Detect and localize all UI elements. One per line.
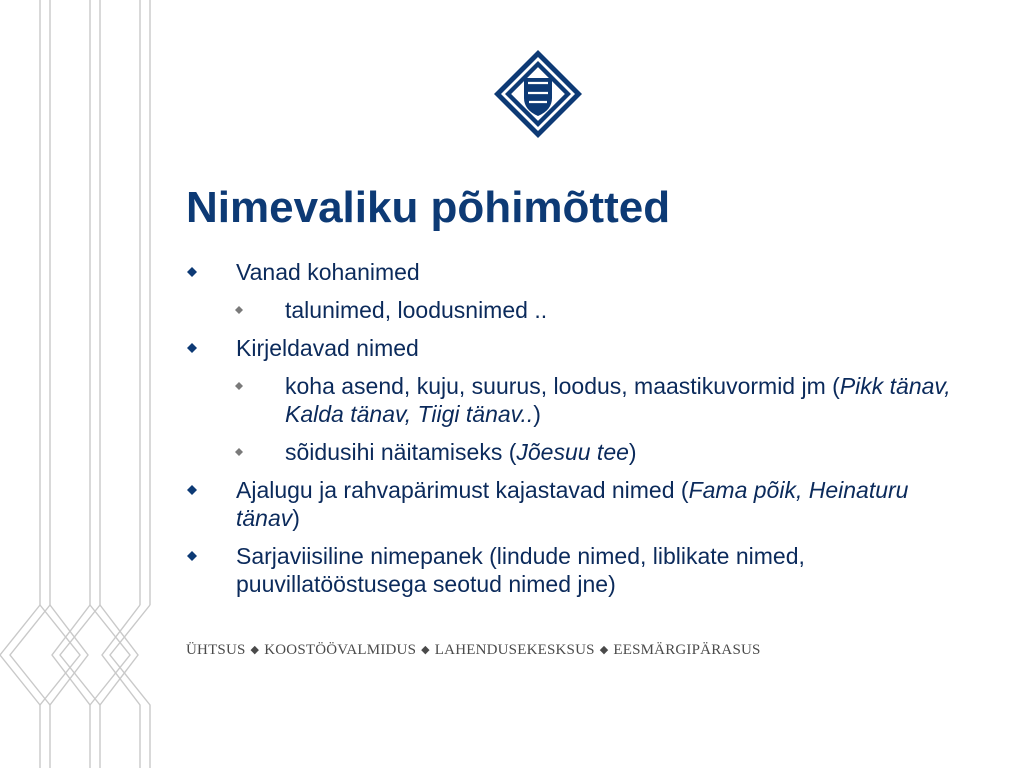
motto-footer: [186, 642, 761, 659]
bullet-text: talunimed, loodusnimed ..: [285, 297, 548, 323]
sub-bullet-item: [186, 372, 966, 428]
bullet-text: ): [292, 505, 300, 531]
motto-word: KOOSTÖÖVALMIDUS: [264, 642, 417, 658]
bullet-text: Ajalugu ja rahvapärimust kajastavad nimed (: [236, 477, 689, 503]
bullet-italic-text: Jõesuu tee: [516, 439, 629, 465]
bullet-text: ): [628, 439, 637, 465]
motto-word: EESMÄRGIPÄRASUS: [613, 642, 761, 658]
diamond-bullet-icon: [187, 485, 197, 495]
motto-word: LAHENDUSEKESKSUS: [434, 642, 595, 658]
small-diamond-bullet-icon: [235, 306, 243, 314]
bullet-item: [186, 542, 966, 598]
diamond-separator-icon: ◆: [250, 644, 260, 656]
bullet-text: Vanad kohanimed: [236, 259, 420, 285]
motto-word: ÜHTSUS: [186, 642, 246, 658]
bullet-italic-text: Fama põik, Heinaturu tänav: [236, 477, 909, 531]
bullet-list: [186, 258, 966, 608]
bullet-italic-text: Pikk tänav, Kalda tänav, Tiigi tänav..: [285, 373, 951, 427]
bullet-text: sõidusihi näitamiseks (: [285, 439, 517, 465]
bullet-item: [186, 258, 966, 286]
bullet-text: koha asend, kuju, suurus, loodus, maastikuvormid jm (: [285, 373, 840, 399]
bullet-text: Kirjeldavad nimed: [236, 335, 419, 361]
diamond-separator-icon: ◆: [421, 644, 430, 656]
coat-of-arms-emblem: [492, 48, 584, 140]
decorative-line-pattern: [0, 0, 160, 768]
sub-bullet-item: [186, 296, 966, 324]
diamond-bullet-icon: [187, 551, 197, 561]
bullet-item: [186, 476, 966, 532]
diamond-separator-icon: ◆: [599, 644, 609, 656]
bullet-text: ): [533, 401, 541, 427]
slide-title: Nimevaliku põhimõtted: [186, 183, 671, 232]
bullet-item: [186, 334, 966, 362]
small-diamond-bullet-icon: [235, 448, 243, 456]
sub-bullet-item: [186, 438, 966, 466]
small-diamond-bullet-icon: [235, 382, 243, 390]
bullet-text: Sarjaviisiline nimepanek (lindude nimed, liblikate nimed, puuvillatööstusega seotud nimed jne): [236, 543, 805, 597]
diamond-bullet-icon: [187, 343, 197, 353]
diamond-bullet-icon: [187, 267, 197, 277]
